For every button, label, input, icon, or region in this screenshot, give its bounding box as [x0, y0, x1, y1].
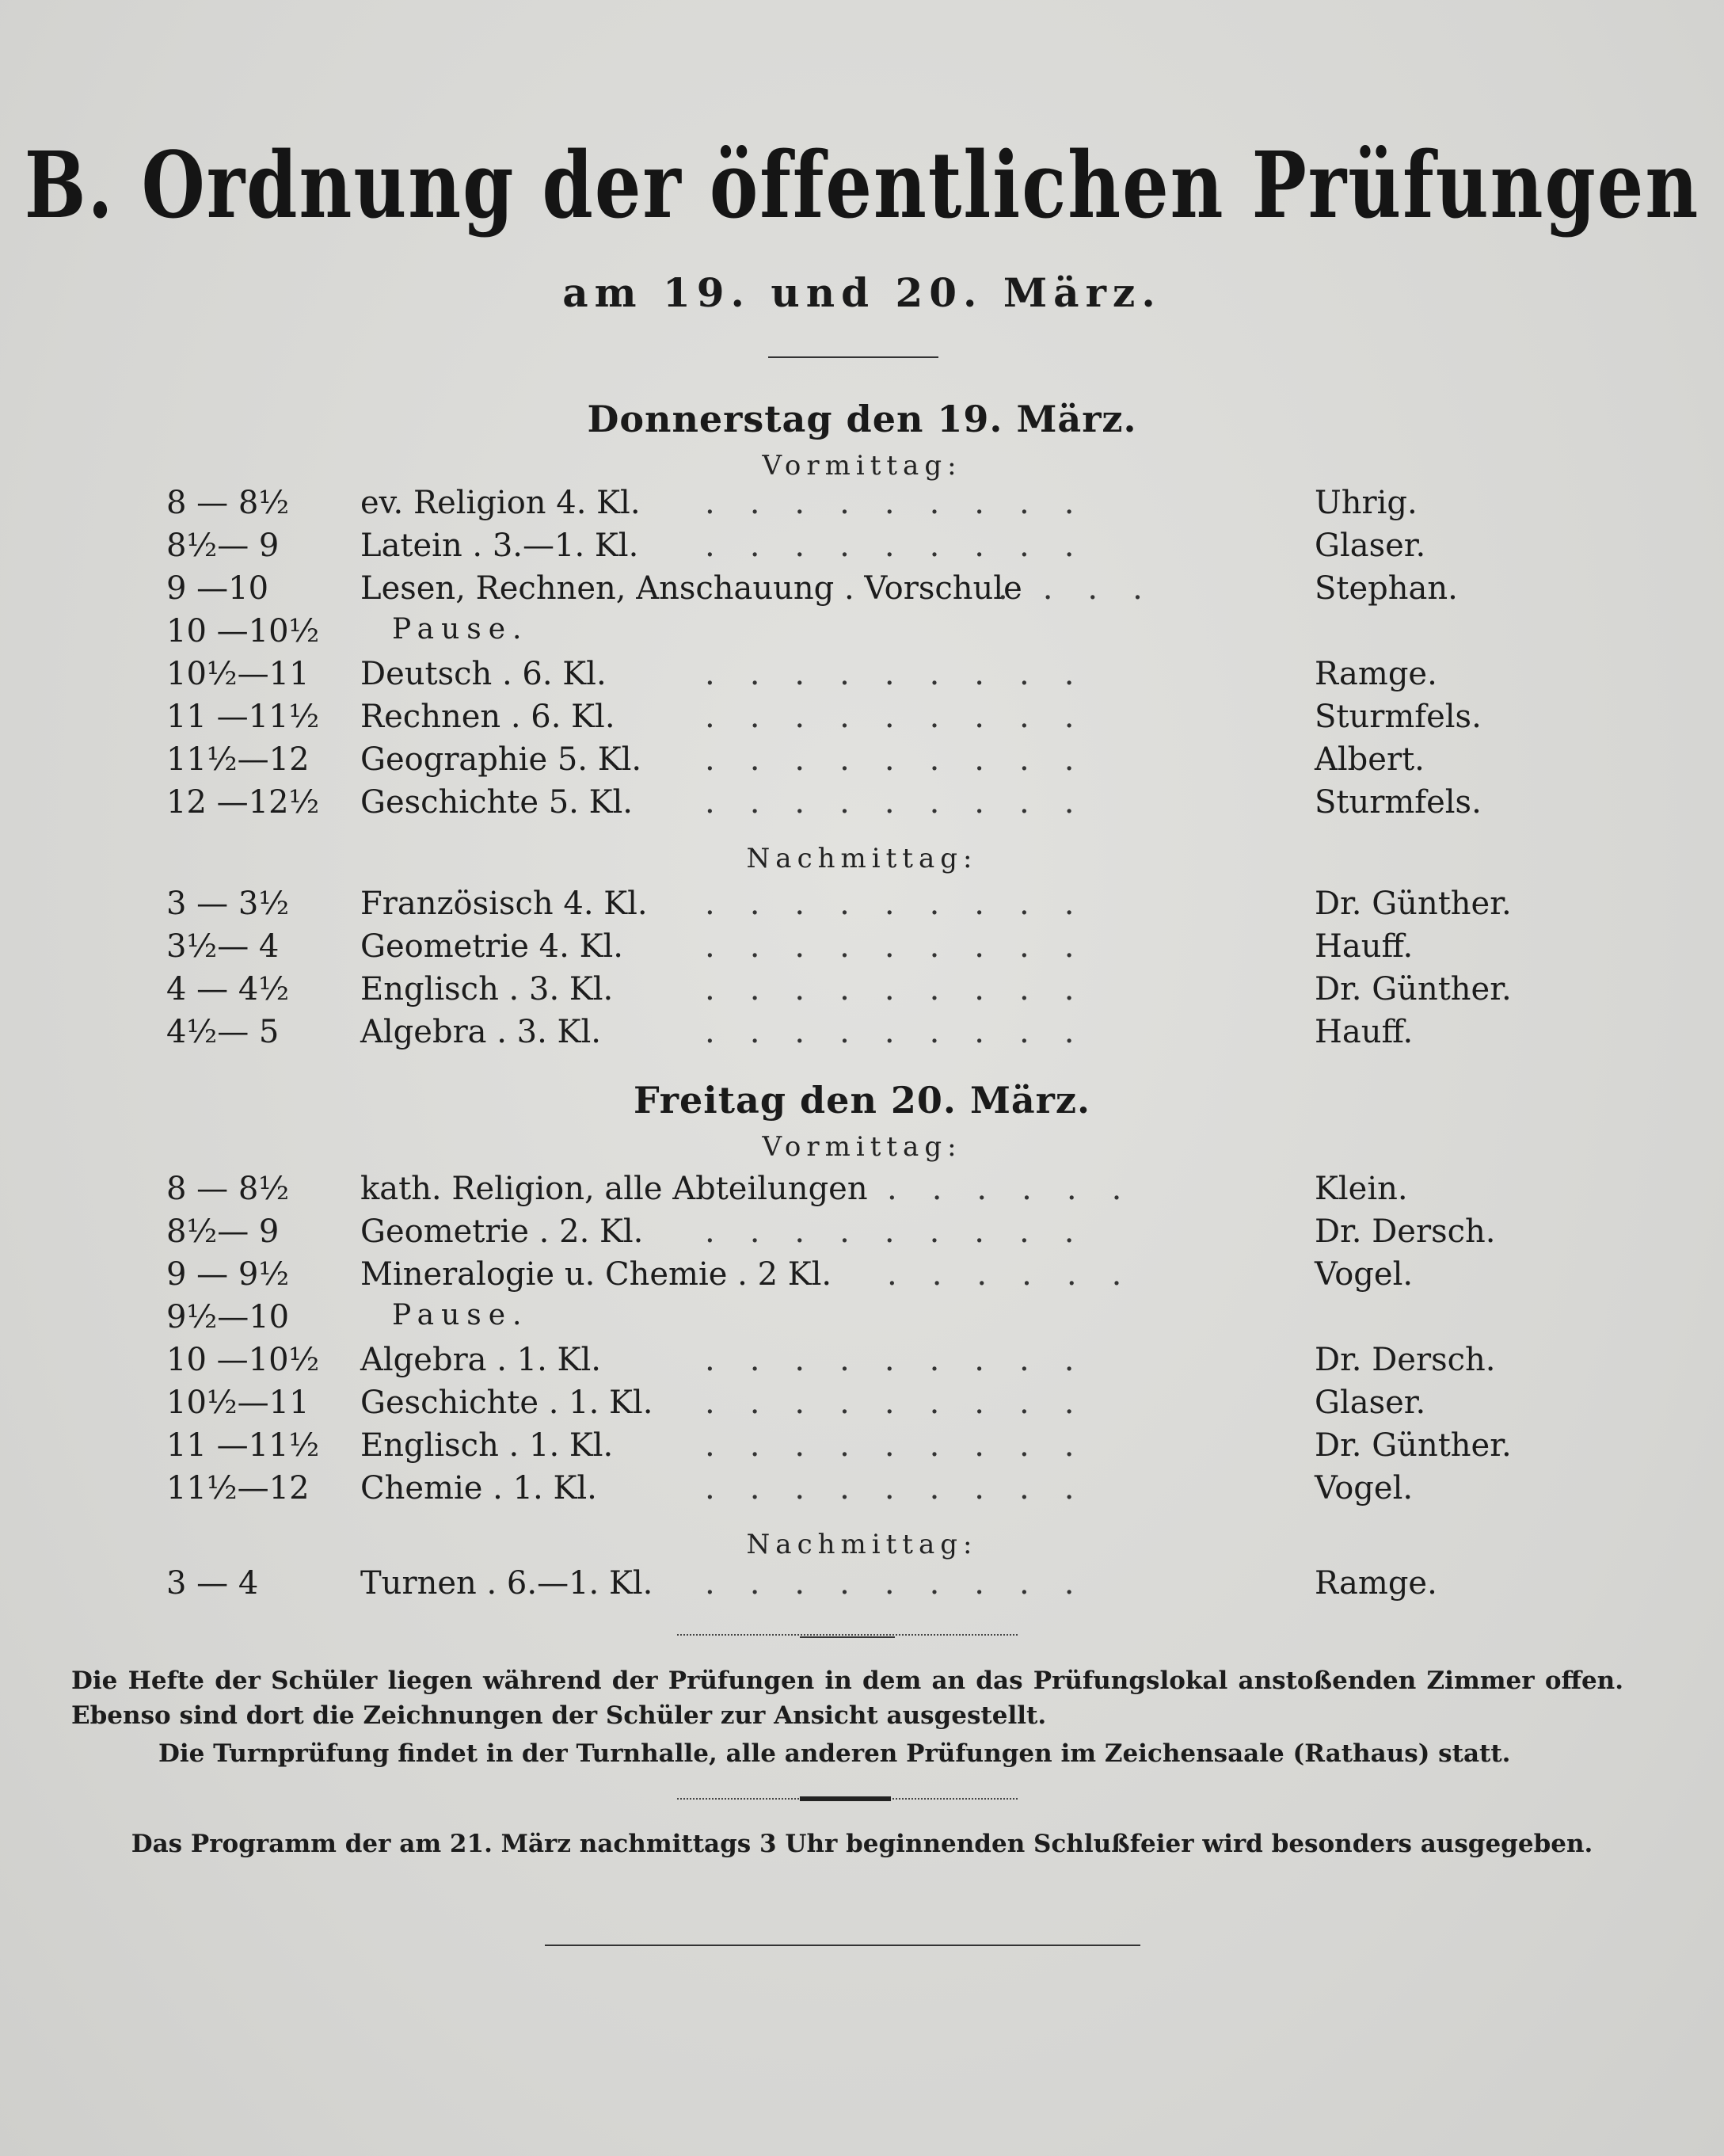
row-time: 10 —10½	[166, 1342, 320, 1378]
row-teacher: Uhrig.	[1315, 485, 1418, 521]
schedule-row	[0, 656, 1724, 699]
divider	[768, 356, 938, 358]
page-subtitle: am 19. und 20. März.	[562, 269, 1162, 316]
row-subject: Latein . 3.—1. Kl.	[360, 528, 639, 564]
row-teacher: Dr. Günther.	[1315, 886, 1512, 922]
row-time: 4 — 4½	[166, 971, 290, 1008]
schedule-row	[0, 528, 1724, 570]
row-subject: Algebra . 1. Kl.	[360, 1342, 601, 1378]
row-subject: Geschichte . 1. Kl.	[360, 1385, 653, 1421]
dot-leader: .........	[705, 1470, 1109, 1507]
schedule-row	[0, 784, 1724, 827]
schedule-row	[0, 1470, 1724, 1513]
row-time: 8½— 9	[166, 528, 280, 564]
row-subject: Mineralogie u. Chemie . 2 Kl.	[360, 1256, 832, 1293]
row-teacher: Dr. Dersch.	[1315, 1213, 1496, 1250]
row-time: 3½— 4	[166, 928, 280, 965]
row-teacher: Hauff.	[1315, 928, 1414, 965]
row-subject: Rechnen . 6. Kl.	[360, 699, 615, 735]
row-time: 8 — 8½	[166, 485, 290, 521]
row-subject: Lesen, Rechnen, Anschauung . Vorschule	[360, 570, 1022, 607]
schedule-row	[0, 1427, 1724, 1470]
schedule-row	[0, 613, 1724, 656]
schedule-row	[0, 1565, 1724, 1608]
row-time: 12 —12½	[166, 784, 320, 821]
dot-leader: .........	[705, 485, 1109, 521]
row-subject: ev. Religion 4. Kl.	[360, 485, 641, 521]
dot-leader: .........	[705, 656, 1109, 692]
row-teacher: Ramge.	[1315, 1565, 1437, 1602]
row-time: 10 —10½	[166, 613, 320, 649]
dot-leader: ......	[887, 1171, 1157, 1207]
row-time: 8 — 8½	[166, 1171, 290, 1207]
dot-leader: .........	[705, 971, 1109, 1008]
row-time: 11 —11½	[166, 1427, 320, 1464]
schedule-row	[0, 928, 1724, 971]
page-title: B. Ordnung der öffentlichen Prüfungen	[24, 131, 1700, 239]
row-time: 9½—10	[166, 1299, 290, 1335]
row-subject: Geographie 5. Kl.	[360, 741, 642, 778]
row-time: 10½—11	[166, 656, 310, 692]
row-subject: Geschichte 5. Kl.	[360, 784, 634, 821]
dot-leader: .........	[705, 1427, 1109, 1464]
ornament-rule-center	[800, 1636, 895, 1638]
dot-leader: .........	[705, 928, 1109, 965]
schedule-row	[0, 1342, 1724, 1385]
dot-leader: .........	[705, 699, 1109, 735]
dot-leader: .........	[705, 1213, 1109, 1250]
row-subject: Algebra . 3. Kl.	[360, 1014, 601, 1050]
row-time: 9 —10	[166, 570, 269, 607]
row-teacher: Dr. Günther.	[1315, 1427, 1512, 1464]
row-time: 9 — 9½	[166, 1256, 290, 1293]
row-time: 10½—11	[166, 1385, 310, 1421]
dot-leader: .........	[705, 1342, 1109, 1378]
session-label: Nachmittag:	[746, 843, 978, 874]
note-locations: Die Turnprüfung findet in der Turnhalle, alle anderen Prüfungen im Zeichensaale (Rathaus) statt.	[158, 1739, 1511, 1768]
row-teacher: Sturmfels.	[1315, 699, 1482, 735]
dot-leader: .........	[705, 1565, 1109, 1602]
row-subject: Pause.	[392, 1299, 529, 1331]
dot-leader: ......	[887, 1256, 1157, 1293]
row-time: 11½—12	[166, 741, 310, 778]
schedule-row	[0, 485, 1724, 528]
row-time: 4½— 5	[166, 1014, 280, 1050]
dot-leader: ....	[998, 570, 1178, 607]
dot-leader: .........	[705, 886, 1109, 922]
row-subject: Geometrie 4. Kl.	[360, 928, 623, 965]
row-time: 8½— 9	[166, 1213, 280, 1250]
row-teacher: Glaser.	[1315, 528, 1426, 564]
row-time: 3 — 3½	[166, 886, 290, 922]
schedule-row	[0, 1256, 1724, 1299]
row-subject: Pause.	[392, 613, 529, 646]
row-subject: Englisch . 1. Kl.	[360, 1427, 614, 1464]
note-closing-ceremony: Das Programm der am 21. März nachmittags 3 Uhr beginnenden Schlußfeier wird besonders ausgegeben.	[131, 1830, 1593, 1858]
row-time: 3 — 4	[166, 1565, 259, 1602]
dot-leader: .........	[705, 528, 1109, 564]
row-teacher: Klein.	[1315, 1171, 1408, 1207]
row-teacher: Albert.	[1315, 741, 1425, 778]
row-teacher: Stephan.	[1315, 570, 1458, 607]
row-subject: Deutsch . 6. Kl.	[360, 656, 607, 692]
schedule-row	[0, 1171, 1724, 1213]
row-time: 11½—12	[166, 1470, 310, 1507]
row-teacher: Dr. Dersch.	[1315, 1342, 1496, 1378]
dot-leader: .........	[705, 1014, 1109, 1050]
session-label: Vormittag:	[762, 450, 962, 482]
session-label: Nachmittag:	[746, 1529, 978, 1560]
schedule-row	[0, 1385, 1724, 1427]
schedule-row	[0, 741, 1724, 784]
schedule-row	[0, 699, 1724, 741]
note-exercise-books: Die Hefte der Schüler liegen während der Prüfungen in dem an das Prüfungslokal anstoßenden Zimmer offen. Ebenso sind dort die Zeichnungen der Schüler zur Ansicht ausgestellt.	[71, 1667, 1623, 1730]
session-label: Vormittag:	[762, 1131, 962, 1163]
schedule-row	[0, 570, 1724, 613]
schedule-row	[0, 1299, 1724, 1342]
row-teacher: Ramge.	[1315, 656, 1437, 692]
row-subject: Turnen . 6.—1. Kl.	[360, 1565, 653, 1602]
schedule-row	[0, 1014, 1724, 1057]
schedule-row	[0, 971, 1724, 1014]
schedule-row	[0, 886, 1724, 928]
row-teacher: Sturmfels.	[1315, 784, 1482, 821]
ornament-rule-center	[800, 1796, 891, 1801]
row-subject: Französisch 4. Kl.	[360, 886, 648, 922]
row-teacher: Vogel.	[1315, 1470, 1414, 1507]
day-heading-thursday: Donnerstag den 19. März.	[587, 398, 1137, 440]
row-time: 11 —11½	[166, 699, 320, 735]
dot-leader: .........	[705, 741, 1109, 778]
row-teacher: Hauff.	[1315, 1014, 1414, 1050]
schedule-row	[0, 1213, 1724, 1256]
row-subject: Englisch . 3. Kl.	[360, 971, 614, 1008]
row-teacher: Dr. Günther.	[1315, 971, 1512, 1008]
day-heading-friday: Freitag den 20. März.	[633, 1079, 1091, 1122]
end-rule	[545, 1945, 1140, 1946]
row-subject: Chemie . 1. Kl.	[360, 1470, 597, 1507]
dot-leader: .........	[705, 1385, 1109, 1421]
dot-leader: .........	[705, 784, 1109, 821]
row-subject: Geometrie . 2. Kl.	[360, 1213, 644, 1250]
row-teacher: Vogel.	[1315, 1256, 1414, 1293]
row-subject: kath. Religion, alle Abteilungen	[360, 1171, 868, 1207]
row-teacher: Glaser.	[1315, 1385, 1426, 1421]
ornament-rule	[677, 1634, 1018, 1636]
